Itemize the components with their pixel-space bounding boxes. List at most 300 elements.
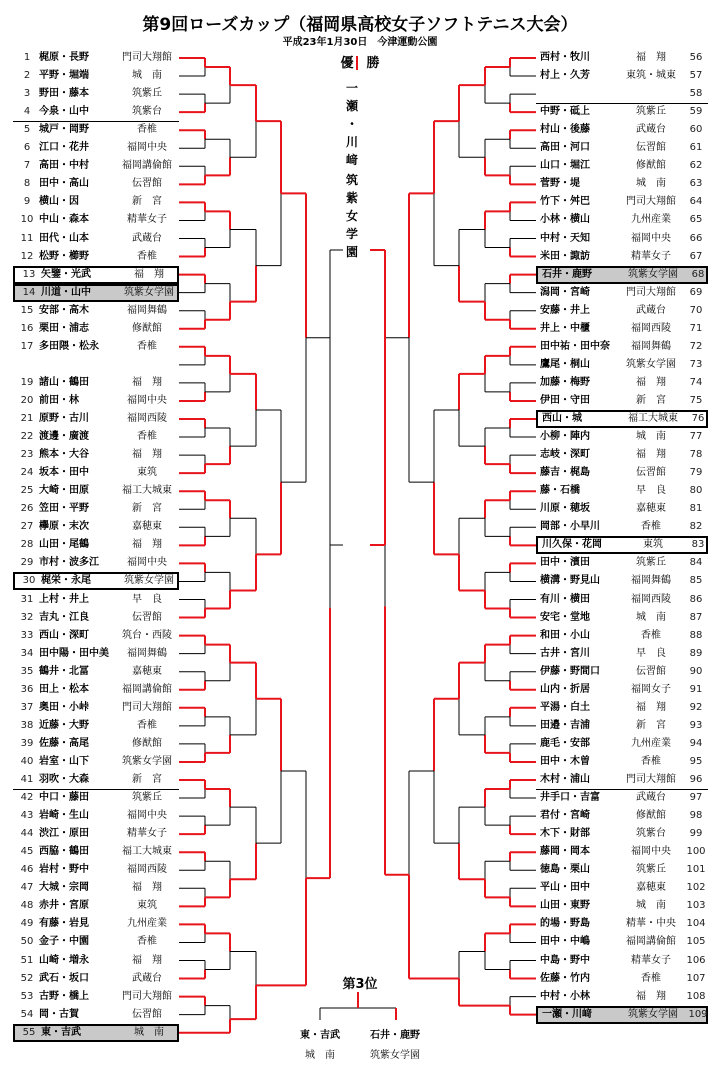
entry-school: 福岡舞鶴 — [631, 575, 671, 587]
entry-num: 40 — [20, 755, 34, 767]
entry-school: 東筑 — [137, 900, 157, 912]
entry-school: 香椎 — [641, 521, 661, 533]
entry-school: 福 翔 — [636, 376, 666, 388]
champion-char: 筑 — [345, 173, 358, 187]
entry-num: 56 — [689, 52, 703, 63]
entry-num: 62 — [689, 160, 703, 172]
entry-num: 41 — [20, 774, 34, 785]
bracket-entry — [13, 446, 179, 464]
entry-num: 58 — [689, 88, 703, 100]
entry-num: 108 — [686, 990, 706, 1002]
bracket-entry — [536, 717, 708, 735]
entry-num: 63 — [689, 178, 703, 190]
entry-num: 87 — [689, 611, 703, 623]
entry-school: 武蔵台 — [132, 972, 162, 984]
entry-num: 19 — [20, 376, 34, 388]
bracket-entry — [536, 825, 708, 843]
bracket-entry — [536, 49, 708, 67]
entry-num: 42 — [20, 792, 34, 804]
bracket-entry — [536, 663, 708, 681]
entry-num: 67 — [689, 250, 703, 262]
entry-school: 精華女子 — [631, 250, 671, 262]
entry-num: 88 — [689, 629, 703, 641]
entry-pair: 西山・城 — [542, 413, 582, 424]
entry-num: 83 — [691, 539, 705, 551]
entry-num: 96 — [689, 774, 703, 785]
entry-pair: 加藤・梅野 — [540, 376, 590, 388]
entry-pair: 鶴井・北冨 — [39, 665, 89, 677]
entry-pair: 潟岡・宮崎 — [540, 286, 590, 298]
entry-pair: 吉丸・江良 — [39, 611, 89, 623]
entry-num: 82 — [689, 521, 703, 533]
entry-num: 65 — [689, 214, 703, 226]
bracket-entry — [536, 374, 708, 392]
entry-pair: 中島・野中 — [540, 954, 590, 966]
entry-school: 福工大城東 — [122, 846, 172, 858]
entry-pair: 中口・藤田 — [39, 792, 89, 804]
entry-school: 筑紫丘 — [636, 106, 666, 118]
entry-num: 45 — [20, 846, 34, 858]
entry-pair: 有藤・岩見 — [39, 918, 89, 930]
entry-num: 43 — [20, 810, 34, 822]
entry-num: 44 — [20, 828, 34, 840]
entry-num: 73 — [689, 358, 703, 370]
entry-pair: 山田・東野 — [540, 900, 590, 912]
entry-pair: 松野・櫛野 — [39, 250, 89, 262]
bracket-entry — [13, 482, 179, 500]
entry-num: 6 — [23, 142, 31, 154]
entry-school: 九州産業 — [127, 918, 167, 930]
entry-school: 福岡講倫館 — [122, 683, 172, 695]
entry-num: 34 — [20, 647, 34, 659]
bracket-entry — [13, 410, 179, 428]
entry-school: 城 南 — [636, 178, 666, 190]
bracket-entry — [13, 320, 179, 338]
entry-num: 33 — [20, 629, 34, 641]
entry-school: 伝習館 — [132, 178, 162, 190]
entry-school: 嘉穂東 — [132, 665, 162, 677]
entry-school: 福 翔 — [132, 954, 162, 966]
bracket-entry — [536, 970, 708, 988]
entry-school: 筑紫女学園 — [628, 268, 678, 280]
entry-num: 11 — [20, 232, 34, 244]
entry-pair: 前田・林 — [39, 394, 79, 406]
bracket-entry — [536, 699, 708, 717]
entry-school: 東筑 — [643, 539, 663, 551]
entry-school: 早 良 — [132, 593, 162, 605]
entry-school: 精華女子 — [631, 954, 671, 966]
entry-school: 筑紫台 — [636, 828, 666, 840]
bracket-entry — [13, 518, 179, 536]
bracket-entry — [536, 807, 708, 825]
bracket-entry — [536, 753, 708, 771]
entry-num: 24 — [20, 467, 34, 479]
bracket-entry — [13, 1006, 179, 1024]
entry-school: 筑紫女学園 — [626, 358, 676, 370]
entry-pair: 徳島・栗山 — [540, 864, 590, 876]
entry-school: 伝習館 — [636, 467, 666, 479]
champion-char: 一 — [345, 81, 358, 95]
entry-school: 修猷館 — [132, 737, 162, 749]
entry-num: 104 — [686, 918, 706, 930]
entry-school: 福岡舞鶴 — [127, 647, 167, 659]
bracket-entry — [13, 211, 179, 229]
bracket-entry — [536, 988, 708, 1006]
bracket-entry — [536, 266, 708, 284]
entry-num: 79 — [689, 467, 703, 479]
entry-school: 福 翔 — [636, 449, 666, 461]
entry-pair: 和田・小山 — [540, 629, 590, 641]
entry-pair: 木村・浦山 — [540, 774, 590, 785]
entry-school: 筑紫女学園 — [124, 575, 174, 587]
entry-pair: 村上・久芳 — [540, 70, 590, 82]
bracket-entry — [13, 753, 179, 771]
bracket-entry — [13, 952, 179, 970]
entry-school: 伝習館 — [132, 1008, 162, 1020]
entry-school: 東筑 — [137, 467, 157, 479]
entry-num: 32 — [20, 611, 34, 623]
entry-school: 新 宮 — [132, 196, 162, 208]
entry-pair: 的場・野島 — [540, 918, 590, 930]
entry-school: 福 翔 — [132, 449, 162, 461]
entry-school: 新 宮 — [132, 503, 162, 515]
entry-num: 105 — [686, 936, 706, 948]
entry-num: 95 — [689, 755, 703, 767]
bracket-entry — [536, 121, 708, 139]
entry-pair: 中山・森本 — [39, 214, 89, 226]
champion-char: 女 — [345, 209, 358, 223]
entry-pair: 平山・田中 — [540, 882, 590, 894]
entry-school: 新 宮 — [636, 719, 666, 731]
entry-pair: 村山・後藤 — [540, 124, 590, 136]
entry-school: 福岡中央 — [127, 142, 167, 154]
entry-num: 60 — [689, 124, 703, 136]
entry-pair: 安宅・堂地 — [540, 611, 590, 623]
entry-num: 49 — [20, 918, 34, 930]
third-place-right-pair: 石井・鹿野 — [370, 1030, 420, 1041]
bracket-entry — [536, 157, 708, 175]
bracket-entry — [536, 248, 708, 266]
entry-pair: 安藤・井上 — [540, 304, 590, 316]
entry-school: 福 翔 — [134, 268, 164, 280]
entry-num: 1 — [23, 52, 31, 63]
entry-pair: 江口・花井 — [39, 142, 89, 154]
bracket-entry — [13, 266, 179, 284]
bracket-entry — [13, 825, 179, 843]
entry-num: 27 — [20, 521, 34, 533]
bracket-entry — [536, 428, 708, 446]
bracket-entry — [13, 627, 179, 645]
entry-school: 香椎 — [137, 340, 157, 352]
entry-num: 71 — [689, 322, 703, 334]
entry-pair: 西山・深町 — [39, 629, 89, 641]
entry-num: 14 — [22, 286, 36, 298]
entry-school: 城 南 — [134, 1026, 164, 1038]
entry-school: 武蔵台 — [636, 304, 666, 316]
entry-pair: 田中・高山 — [39, 178, 89, 190]
entry-pair: 鷹尾・桐山 — [540, 358, 590, 370]
bracket-entry — [13, 771, 179, 789]
entry-pair: 竹下・舛巴 — [540, 196, 590, 208]
entry-pair: 中村・天知 — [540, 232, 590, 244]
entry-num: 31 — [20, 593, 34, 605]
entry-pair: 東・吉武 — [41, 1026, 81, 1038]
entry-num: 20 — [20, 394, 34, 406]
entry-school: 筑紫女学園 — [124, 286, 174, 298]
entry-school: 門司大翔館 — [122, 701, 172, 713]
bracket-entry — [536, 338, 708, 356]
bracket-entry — [536, 771, 708, 789]
bracket-entry — [13, 302, 179, 320]
entry-num: 91 — [689, 683, 703, 695]
bracket-entry — [13, 663, 179, 681]
bracket-entry — [536, 500, 708, 518]
entry-num: 22 — [20, 431, 34, 443]
entry-pair: 小柳・陣内 — [540, 431, 590, 443]
entry-school: 福 翔 — [636, 701, 666, 713]
entry-pair: 岩崎・生山 — [39, 810, 89, 822]
entry-num: 59 — [689, 106, 703, 118]
entry-pair: 藤・石橋 — [540, 485, 580, 497]
entry-school: 東筑・城東 — [626, 70, 676, 82]
entry-school: 武蔵台 — [132, 232, 162, 244]
entry-school: 福岡舞鶴 — [631, 340, 671, 352]
entry-pair: 石井・鹿野 — [542, 268, 592, 280]
entry-pair: 藤吉・梶島 — [540, 467, 590, 479]
entry-num: 69 — [689, 286, 703, 298]
entry-pair: 赤井・宮原 — [39, 900, 89, 912]
bracket-entry — [536, 67, 708, 85]
entry-pair: 近藤・大野 — [39, 719, 89, 731]
bracket-entry — [536, 211, 708, 229]
entry-num: 3 — [23, 88, 31, 100]
bracket-entry — [536, 518, 708, 536]
entry-pair: 平野・堀端 — [39, 70, 89, 82]
entry-school: 福 翔 — [132, 882, 162, 894]
entry-num: 64 — [689, 196, 703, 208]
entry-pair: 安部・高木 — [39, 304, 89, 316]
bracket-entry — [13, 681, 179, 699]
bracket-entry — [536, 139, 708, 157]
champion-char: ・ — [345, 117, 358, 131]
entry-school: 福岡中央 — [631, 232, 671, 244]
entry-school: 門司大翔館 — [626, 774, 676, 785]
third-place-right-school: 筑紫女学園 — [370, 1050, 420, 1061]
entry-num: 28 — [20, 539, 34, 551]
bracket-entry — [13, 789, 179, 807]
third-place-heading: 第3位 — [342, 977, 378, 992]
entry-num: 39 — [20, 737, 34, 749]
entry-school: 門司大翔館 — [626, 196, 676, 208]
entry-num: 55 — [22, 1026, 36, 1038]
entry-pair: 藤岡・岡本 — [540, 846, 590, 858]
entry-pair: 田中・木曽 — [540, 755, 590, 767]
entry-num: 57 — [689, 70, 703, 82]
entry-pair: 金子・中園 — [39, 936, 89, 948]
entry-school: 香椎 — [137, 719, 157, 731]
bracket-entry — [536, 843, 708, 861]
entry-school: 嘉穂東 — [636, 503, 666, 515]
entry-pair: 伊藤・野間口 — [540, 665, 600, 677]
bracket-entry — [13, 157, 179, 175]
entry-pair: 田中祐・田中奈 — [540, 340, 610, 352]
entry-pair: 今泉・山中 — [39, 106, 89, 118]
entry-pair: 田代・山本 — [39, 232, 89, 244]
section-divider — [536, 103, 708, 104]
entry-num: 78 — [689, 449, 703, 461]
bracket-entry — [536, 284, 708, 302]
entry-pair: 大城・宗岡 — [39, 882, 89, 894]
entry-num: 17 — [20, 340, 34, 352]
entry-pair: 米田・諏訪 — [540, 250, 590, 262]
entry-pair: 田上・松本 — [39, 683, 89, 695]
entry-pair: 平湯・白土 — [540, 701, 590, 713]
section-divider — [13, 121, 179, 122]
entry-school: 門司大翔館 — [626, 286, 676, 298]
bracket-entry — [13, 988, 179, 1006]
bracket-entry — [13, 933, 179, 951]
entry-num: 50 — [20, 936, 34, 948]
bracket-entry — [536, 356, 708, 374]
entry-num: 46 — [20, 864, 34, 876]
entry-pair: 小林・横山 — [540, 214, 590, 226]
entry-school: 武蔵台 — [636, 792, 666, 804]
entry-pair: 中野・砥上 — [540, 106, 590, 118]
champion-char: 瀬 — [345, 99, 358, 113]
bracket-entry — [13, 591, 179, 609]
bracket-entry — [13, 121, 179, 139]
entry-pair: 古井・宮川 — [540, 647, 590, 659]
third-place-left-pair: 東・吉武 — [300, 1030, 340, 1041]
entry-pair: 田中・中嶋 — [540, 936, 590, 948]
bracket-entry — [13, 735, 179, 753]
entry-school: 福岡西陵 — [127, 864, 167, 876]
page-subtitle: 平成23年1月30日 今津運動公園 — [282, 37, 438, 48]
bracket-entry — [536, 392, 708, 410]
bracket-entry — [536, 915, 708, 933]
entry-num: 2 — [23, 70, 31, 82]
entry-pair: 梶原・長野 — [39, 52, 89, 63]
entry-school: 門司大翔館 — [122, 52, 172, 63]
entry-pair: 原野・古川 — [39, 413, 89, 424]
champion-char: 川 — [345, 135, 358, 149]
entry-school: 筑台・西陵 — [122, 629, 172, 641]
entry-pair: 矢鑒・光武 — [41, 268, 91, 280]
champion-char: 学 — [345, 227, 358, 241]
section-divider — [536, 789, 708, 790]
entry-school: 九州産業 — [631, 737, 671, 749]
bracket-entry — [536, 572, 708, 590]
entry-school: 福 翔 — [132, 539, 162, 551]
bracket-entry — [13, 338, 179, 356]
entry-pair: 市村・波多江 — [39, 557, 99, 569]
bracket-entry — [13, 645, 179, 663]
entry-num: 47 — [20, 882, 34, 894]
entry-num: 86 — [689, 593, 703, 605]
bracket-entry — [13, 500, 179, 518]
entry-school: 福工大城東 — [122, 485, 172, 497]
entry-num: 8 — [23, 178, 31, 190]
entry-school: 福岡講倫館 — [122, 160, 172, 172]
entry-num: 99 — [689, 828, 703, 840]
entry-pair: 佐藤・高尾 — [39, 737, 89, 749]
bracket-entry — [13, 356, 179, 374]
bracket-entry — [13, 464, 179, 482]
bracket-entry — [13, 861, 179, 879]
entry-pair: 井上・中櫃 — [540, 322, 590, 334]
champion-char: 﨑 — [345, 153, 358, 167]
entry-pair: 山崎・増永 — [39, 954, 89, 966]
entry-school: 福岡舞鶴 — [127, 304, 167, 316]
entry-school: 城 南 — [132, 70, 162, 82]
entry-school: 伝習館 — [636, 665, 666, 677]
entry-num: 77 — [689, 431, 703, 443]
entry-pair: 中村・小林 — [540, 990, 590, 1002]
entry-school: 香椎 — [641, 629, 661, 641]
entry-num: 76 — [691, 413, 705, 424]
entry-school: 嘉穂東 — [132, 521, 162, 533]
entry-num: 89 — [689, 647, 703, 659]
entry-pair: 川原・穂坂 — [540, 503, 590, 515]
entry-school: 福岡女子 — [631, 683, 671, 695]
page-title: 第9回ローズカップ（福岡県高校女子ソフトテニス大会） — [142, 15, 578, 35]
bracket-entry — [13, 970, 179, 988]
entry-school: 精華女子 — [127, 828, 167, 840]
entry-school: 筑紫丘 — [132, 792, 162, 804]
entry-pair: 熊本・大谷 — [39, 449, 89, 461]
entry-num: 15 — [20, 304, 34, 316]
entry-num: 97 — [689, 792, 703, 804]
entry-num: 75 — [689, 394, 703, 406]
entry-pair: 奥田・小峠 — [39, 701, 89, 713]
bracket-entry — [13, 374, 179, 392]
entry-num: 4 — [23, 106, 31, 118]
entry-pair: 高田・河口 — [540, 142, 590, 154]
bracket-entry — [13, 193, 179, 211]
entry-pair: 渋江・原田 — [39, 828, 89, 840]
entry-school: 福岡西陵 — [631, 322, 671, 334]
bracket-entry — [536, 85, 708, 103]
entry-num: 61 — [689, 142, 703, 154]
bracket-entry — [13, 1024, 179, 1042]
entry-num: 12 — [20, 250, 34, 262]
entry-pair: 一瀬・川﨑 — [542, 1008, 592, 1020]
entry-school: 福岡西陵 — [631, 593, 671, 605]
entry-pair: 横溝・野見山 — [540, 575, 600, 587]
entry-pair: 野田・藤本 — [39, 88, 89, 100]
bracket-entry — [536, 536, 708, 554]
bracket-entry — [13, 897, 179, 915]
entry-pair: 有川・横田 — [540, 593, 590, 605]
entry-pair: 西村・牧川 — [540, 52, 590, 63]
bracket-entry — [13, 879, 179, 897]
entry-school: 香椎 — [137, 250, 157, 262]
bracket-entry — [536, 410, 708, 428]
champion-heading: 優 勝 — [340, 56, 380, 71]
entry-school: 筑紫女学園 — [122, 755, 172, 767]
entry-num: 26 — [20, 503, 34, 515]
entry-school: 早 良 — [636, 647, 666, 659]
entry-num: 106 — [686, 954, 706, 966]
bracket-entry — [536, 645, 708, 663]
entry-pair: 諸山・鶴田 — [39, 376, 89, 388]
bracket-entry — [536, 464, 708, 482]
bracket-entry — [536, 554, 708, 572]
entry-school: 門司大翔館 — [122, 990, 172, 1002]
section-divider — [13, 789, 179, 790]
entry-num: 53 — [20, 990, 34, 1002]
bracket-entry — [13, 536, 179, 554]
